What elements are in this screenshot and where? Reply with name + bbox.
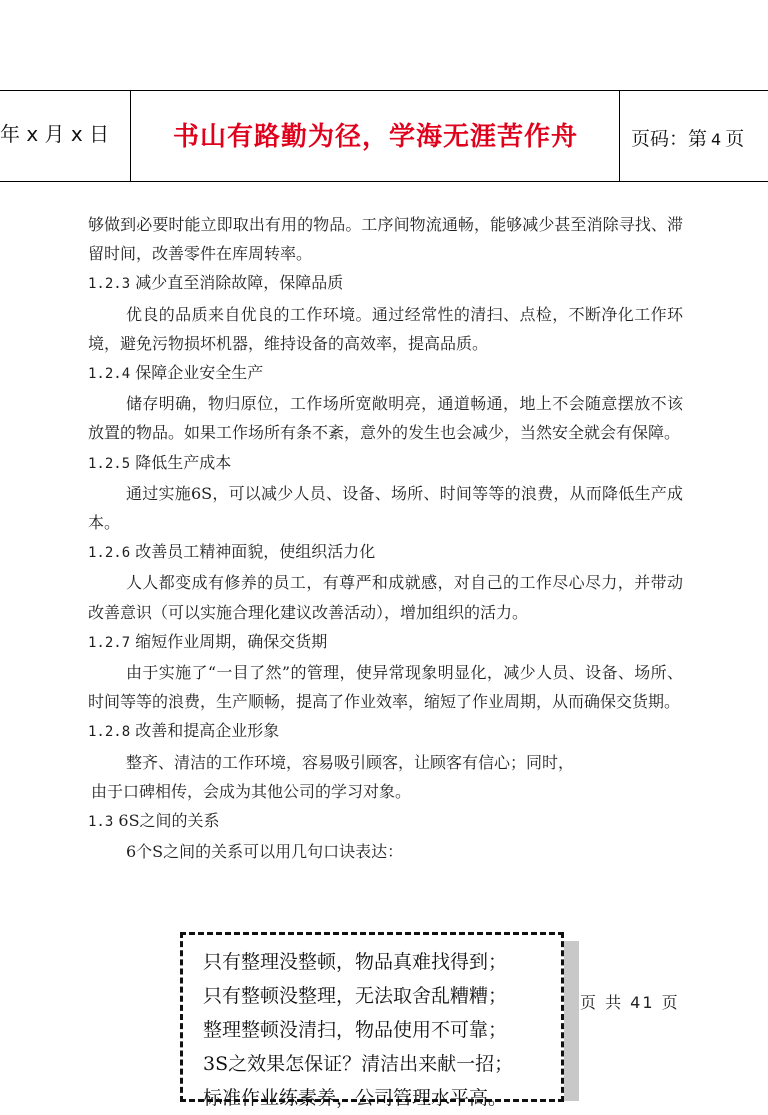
section-heading-1-2-5: 1.2.5 降低生产成本 [88,452,232,472]
paragraph-1-2-3: 优良的品质来自优良的工作环境。通过经常性的清扫、点检，不断净化工作环境，避免污物损坏机器，维持设备的高效率，提高品质。 [88,304,683,353]
document-body [88,210,683,866]
mnemonic-line: 只有整理没整顿，物品真难找得到； [203,951,508,973]
paragraph-1-3: 6个S之间的关系可以用几句口诀表达： [126,842,404,862]
page-prefix: 页码：第 [631,128,708,150]
mnemonic-line: 只有整顿没整理，无法取舍乱糟糟； [203,985,508,1007]
page-suffix: 页 [725,128,745,150]
header-motto: 书山有路勤为径，学海无涯苦作舟 [172,122,578,152]
paragraph-1-2-5: 通过实施6S，可以减少人员、设备、场所、时间等等的浪费，从而降低生产成本。 [88,483,683,533]
header-date: 年 x 月 x 日 [0,122,110,146]
section-heading-1-2-7: 1.2.7 缩短作业周期，确保交货期 [88,631,328,651]
page-number: 4 [711,130,722,149]
footer-page-count: 页 共 41 页 [580,993,680,1012]
paragraph-1-2-8: 整齐、清洁的工作环境，容易吸引顾客，让顾客有信心；同时， [126,752,575,772]
paragraph-1-2-7: 由于实施了“一目了然”的管理，使异常现象明显化，减少人员、设备、场所、时间等等的浪费，生产顺畅，提高了作业效率，缩短了作业周期，从而确保交货期。 [88,663,683,712]
paragraph-1-2-8-cont: 由于口碑相传，会成为其他公司的学习对象。 [91,781,412,801]
paragraph-continued: 够做到必要时能立即取出有用的物品。工序间物流通畅，能够减少甚至消除寻找、滞留时间，改善零件在库周转率。 [88,215,683,264]
mnemonic-line: 标准作业练素养，公司管理水平高。 [203,1087,508,1109]
paragraph-1-2-6: 人人都变成有修养的员工，有尊严和成就感，对自己的工作尽心尽力，并带动改善意识（可以实施合理化建议改善活动），增加组织的活力。 [88,573,683,622]
section-heading-1-2-6: 1.2.6 改善员工精神面貌，使组织活力化 [88,542,376,562]
section-heading-1-2-4: 1.2.4 保障企业安全生产 [88,363,264,383]
header-bottom-rule [0,181,768,182]
paragraph-1-2-4: 储存明确，物归原位，工作场所宽敞明亮，通道畅通，地上不会随意摆放不该放置的物品。如果工作场所有条不紊，意外的发生也会减少，当然安全就会有保障。 [88,394,683,443]
section-heading-1-3: 1.3 6S之间的关系 [88,811,220,831]
section-heading-1-2-8: 1.2.8 改善和提高企业形象 [88,721,280,741]
mnemonic-box [180,932,564,1109]
mnemonic-line: 整理整顿没清扫，物品使用不可靠； [203,1019,508,1041]
mnemonic-line: 3S之效果怎保证？清洁出来献一招； [203,1053,514,1075]
header-top-rule [0,90,768,91]
header-page-number [631,124,744,151]
section-heading-1-2-3: 1.2.3 减少直至消除故障，保障品质 [88,273,344,293]
